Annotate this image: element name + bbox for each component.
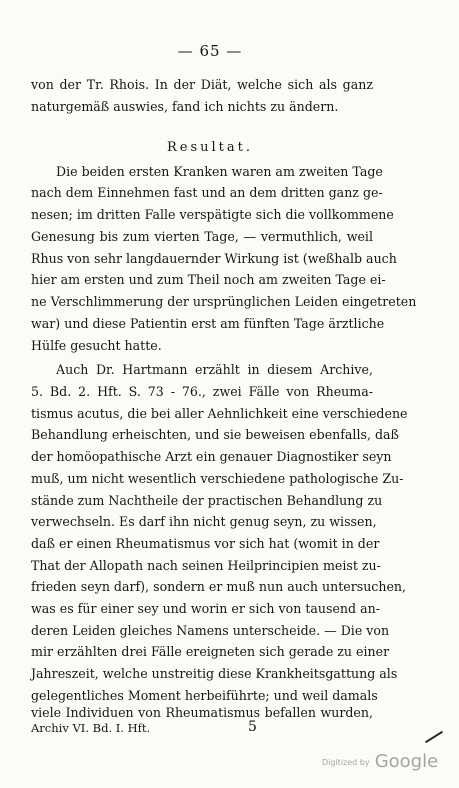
- text-line: naturgemäß auswies, fand ich nichts zu ändern.: [31, 99, 339, 114]
- text-line: 5. Bd. 2. Hft. S. 73 - 76., zwei Fälle von Rheuma-: [31, 384, 373, 399]
- text-line: nach dem Einnehmen fast und an dem dritten ganz ge-: [31, 185, 383, 200]
- sheet-number: 5: [248, 719, 257, 735]
- text-line: mir erzählten drei Fälle ereigneten sich gerade zu einer: [31, 644, 390, 659]
- text-line: daß er einen Rheumatismus vor sich hat (womit in der: [31, 536, 380, 551]
- text-line: von der Tr. Rhois. In der Diät, welche sich als ganz: [31, 77, 373, 92]
- text-line: Genesung bis zum vierten Tage, — vermuthlich, weil: [31, 229, 373, 244]
- text-line: Die beiden ersten Kranken waren am zweiten Tage: [56, 164, 383, 179]
- text-line: hier am ersten und zum Theil noch am zweiten Tage ei-: [31, 272, 386, 287]
- text-line: Behandlung erheischten, und sie beweisen ebenfalls, daß: [31, 427, 399, 442]
- text-line: frieden seyn darf), sondern er muß nun auch untersuchen,: [31, 579, 407, 594]
- text-line: was es für einer sey und worin er sich von tausend an-: [31, 601, 380, 616]
- text-line: war) und diese Patientin erst am fünften Tage ärztliche: [31, 316, 385, 331]
- text-line: der homöopathische Arzt ein genauer Diagnostiker seyn: [31, 449, 392, 464]
- text-line: Rhus von sehr langdauernder Wirkung ist (weßhalb auch: [31, 251, 397, 266]
- text-line: stände zum Nachtheile der practischen Behandlung zu: [31, 493, 383, 508]
- text-line: nesen; im dritten Falle verspätigte sich die vollkommene: [31, 207, 394, 222]
- text-line: deren Leiden gleiches Namens unterscheide. — Die von: [31, 623, 390, 638]
- text-line: muß, um nicht wesentlich verschiedene pathologische Zu-: [31, 471, 404, 486]
- text-line: ne Verschlimmerung der ursprünglichen Leiden eingetreten: [31, 294, 417, 309]
- text-line: Hülfe gesucht hatte.: [31, 338, 162, 353]
- text-line: Auch Dr. Hartmann erzählt in diesem Archive,: [56, 362, 373, 377]
- text-line: verwechseln. Es darf ihn nicht genug seyn, zu wissen,: [31, 514, 377, 529]
- digitized-watermark: [322, 751, 438, 772]
- google-logo: Google: [374, 751, 439, 772]
- text-line: gelegentliches Moment herbeiführte; und weil damals: [31, 688, 378, 703]
- ink-mark: [425, 731, 443, 743]
- text-line: Jahreszeit, welche unstreitig diese Krankheitsgattung als: [31, 666, 398, 681]
- text-line: viele Individuen von Rheumatismus befallen wurden,: [31, 705, 373, 720]
- section-heading: Resultat.: [166, 140, 253, 155]
- text-line: tismus acutus, die bei aller Aehnlichkeit eine verschiedene: [31, 406, 408, 421]
- signature-mark: Archiv VI. Bd. I. Hft.: [31, 721, 151, 735]
- watermark-prefix: Digitized by: [322, 758, 370, 767]
- text-line: That der Allopath nach seinen Heilprincipien meist zu-: [31, 558, 381, 573]
- page-number: — 65 —: [177, 42, 243, 60]
